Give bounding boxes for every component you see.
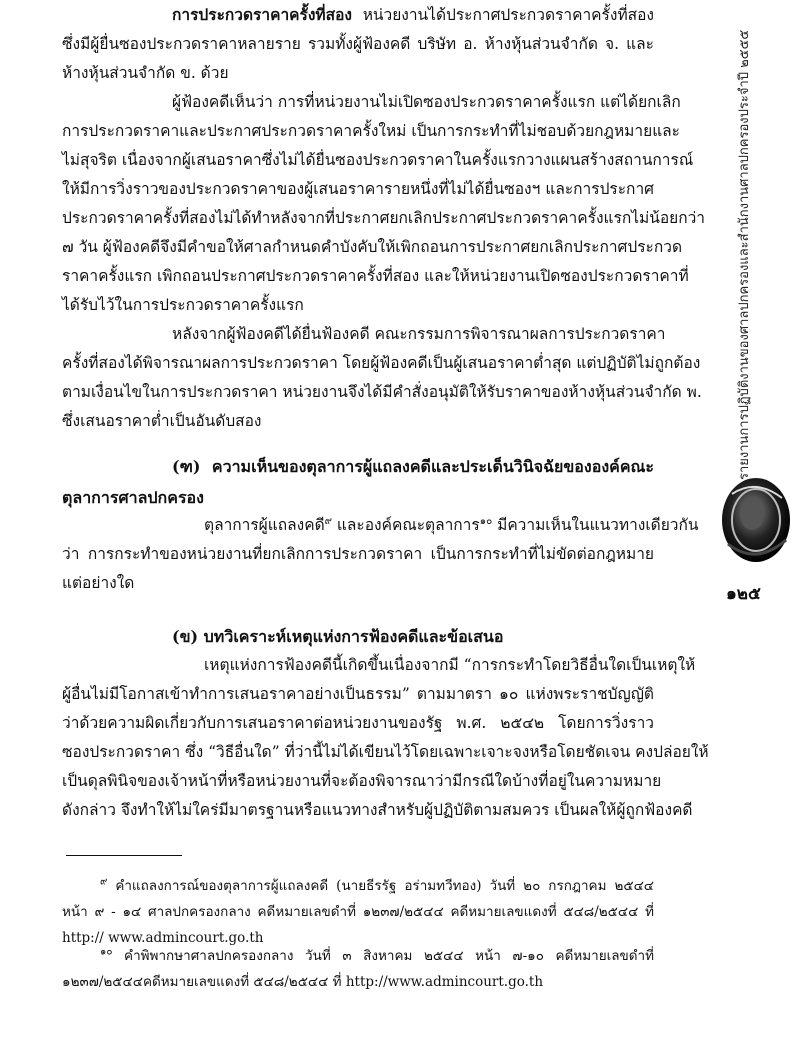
body-text: และองค์คณะตุลาการ — [331, 516, 480, 534]
body-line: เหตุแห่งการฟ้องคดีนี้เกิดขึ้นเนื่องจากมี “การกระทำโดยวิธีอื่นใดเป็นเหตุให้ — [204, 656, 696, 674]
footnote-link[interactable]: http:// www.admincourt.go.th — [62, 930, 264, 946]
body-text: มีความเห็นในแนวทางเดียวกัน — [492, 516, 699, 534]
body-line: ตามเงื่อนไขในการประกวดราคา หน่วยงานจึงได้มีคำสั่งอนุมัติให้รับราคาของห้างหุ้นส่วนจำกัด พ. — [62, 383, 702, 401]
section-heading: (ฑ) ความเห็นของตุลาการผู้แถลงคดีและประเด็นวินิจฉัยขององค์คณะ — [172, 457, 654, 476]
footnote-text: คำพิพากษาศาลปกครองกลาง วันที่ ๓ สิงหาคม ๒๕๔๔ หน้า ๗-๑๐ คดีหมายเลขดำที่ — [124, 948, 654, 964]
body-line: ประกวดราคาครั้งที่สองไม่ได้ทำหลังจากที่ประกาศยกเลิกประกาศประกวดราคาครั้งแรกไม่น้อยกว่า — [62, 209, 706, 227]
body-line: ดังกล่าว จึงทำให้ไม่ใคร่มีมาตรฐานหรือแนวทางสำหรับผู้ปฏิบัติตามสมควร เป็นผลให้ผู้ถูกฟ้องคดี — [62, 801, 693, 819]
inline-heading: การประกวดราคาครั้งที่สอง — [172, 5, 352, 24]
body-line — [204, 514, 699, 536]
footnote-ref: ๑๐ — [479, 515, 493, 527]
body-line: แต่อย่างใด — [62, 574, 135, 592]
body-text: หน่วยงานได้ประกาศประกวดราคาครั้งที่สอง — [362, 6, 654, 24]
footnote-text: คำแถลงการณ์ของตุลาการผู้แถลงคดี (นายธีรรัฐ อร่ามทวีทอง) วันที่ ๒๐ กรกฎาคม ๒๕๔๔ — [115, 878, 654, 894]
footnote-ref: ๙ — [324, 515, 332, 527]
body-line: ให้มีการวิ่งราวของประกวดราคาของผู้เสนอราคารายหนึ่งที่ไม่ได้ยื่นซองฯ และการประกาศ — [62, 180, 654, 198]
body-line: หลังจากผู้ฟ้องคดีได้ยื่นฟ้องคดี คณะกรรมการพิจารณาผลการประกวดราคา — [172, 325, 666, 343]
body-line: ผู้ฟ้องคดีเห็นว่า การที่หน่วยงานไม่เปิดซองประกวดราคาครั้งแรก แต่ได้ยกเลิก — [172, 93, 681, 111]
running-header-vertical: รายงานการปฏิบัติงานของศาลปกครองและสำนักงานศาลปกครองประจำปี ๒๕๕๕ — [737, 29, 752, 480]
footnote-line: หน้า ๙ - ๑๔ ศาลปกครองกลาง คดีหมายเลขดำที่ ๑๒๓๗/๒๕๔๔ คดีหมายเลขแดงที่ ๕๔๘/๒๕๔๔ ที่ — [62, 904, 654, 920]
body-line: ซึ่งมีผู้ยื่นซองประกวดราคาหลายราย รวมทั้งผู้ฟ้องคดี บริษัท อ. ห้างหุ้นส่วนจำกัด จ. และ — [62, 35, 654, 53]
footnote-line — [100, 876, 654, 896]
body-line: ๗ วัน ผู้ฟ้องคดีจึงมีคำขอให้ศาลกำหนดคำบังคับให้เพิกถอนการประกาศยกเลิกประกาศประกวด — [62, 238, 683, 256]
page-number: ๑๒๕ — [726, 584, 761, 604]
footnote-mark: ๑๐ — [100, 946, 113, 958]
body-line: ห้างหุ้นส่วนจำกัด ข. ด้วย — [62, 64, 229, 82]
body-line: ซึ่งเสนอราคาต่ำเป็นอันดับสอง — [62, 412, 262, 430]
body-line: ได้รับไว้ในการประกวดราคาครั้งแรก — [62, 296, 304, 314]
section-heading: (ข) บทวิเคราะห์เหตุแห่งการฟ้องคดีและข้อเสนอ — [172, 627, 504, 646]
body-line: ราคาครั้งแรก เพิกถอนประกาศประกวดราคาครั้งที่สอง และให้หน่วยงานเปิดซองประกวดราคาที่ — [62, 267, 689, 285]
footnote-line — [100, 946, 654, 966]
body-line — [172, 4, 654, 26]
body-line: ว่า การกระทำของหน่วยงานที่ยกเลิกการประกวดราคา เป็นการกระทำที่ไม่ขัดต่อกฎหมาย — [62, 545, 654, 563]
body-line: เป็นดุลพินิจของเจ้าหน้าที่หรือหน่วยงานที่จะต้องพิจารณาว่ามีกรณีใดบ้างที่อยู่ในความหมาย — [62, 772, 662, 790]
footnote-line: ๑๒๓๗/๒๕๔๔คดีหมายเลขแดงที่ ๕๔๘/๒๕๔๔ ที่ http://www.admincourt.go.th — [62, 974, 544, 990]
body-text: ตุลาการผู้แถลงคดี — [204, 516, 325, 534]
footnote-mark: ๙ — [100, 876, 108, 888]
body-line: ผู้อื่นไม่มีโอกาสเข้าทำการเสนอราคาอย่างเป็นธรรม” ตามมาตรา ๑๐ แห่งพระราชบัญญัติ — [62, 685, 654, 703]
body-line: การประกวดราคาและประกาศประกวดราคาครั้งใหม่ เป็นการกระทำที่ไม่ชอบด้วยกฎหมายและ — [62, 122, 681, 140]
body-line: ครั้งที่สองได้พิจารณาผลการประกวดราคา โดยผู้ฟ้องคดีเป็นผู้เสนอราคาต่ำสุด แต่ปฏิบัติไม่ถูกต้อง — [62, 354, 701, 372]
body-line: ไม่สุจริต เนื่องจากผู้เสนอราคาซึ่งไม่ได้ยื่นซองประกวดราคาในครั้งแรกวางแผนสร้างสถานการณ์ — [62, 151, 694, 169]
emblem-icon — [712, 474, 794, 568]
body-line: ว่าด้วยความผิดเกี่ยวกับการเสนอราคาต่อหน่วยงานของรัฐ พ.ศ. ๒๕๔๒ โดยการวิ่งราว — [62, 714, 654, 732]
body-line: ซองประกวดราคา ซึ่ง “วิธีอื่นใด” ที่ว่านี้ไม่ได้เขียนไว้โดยเฉพาะเจาะจงหรือโดยชัดเจน คงปล่อยให้ — [62, 743, 709, 761]
footnote-divider — [66, 855, 182, 856]
section-heading-continued: ตุลาการศาลปกครอง — [62, 488, 204, 507]
